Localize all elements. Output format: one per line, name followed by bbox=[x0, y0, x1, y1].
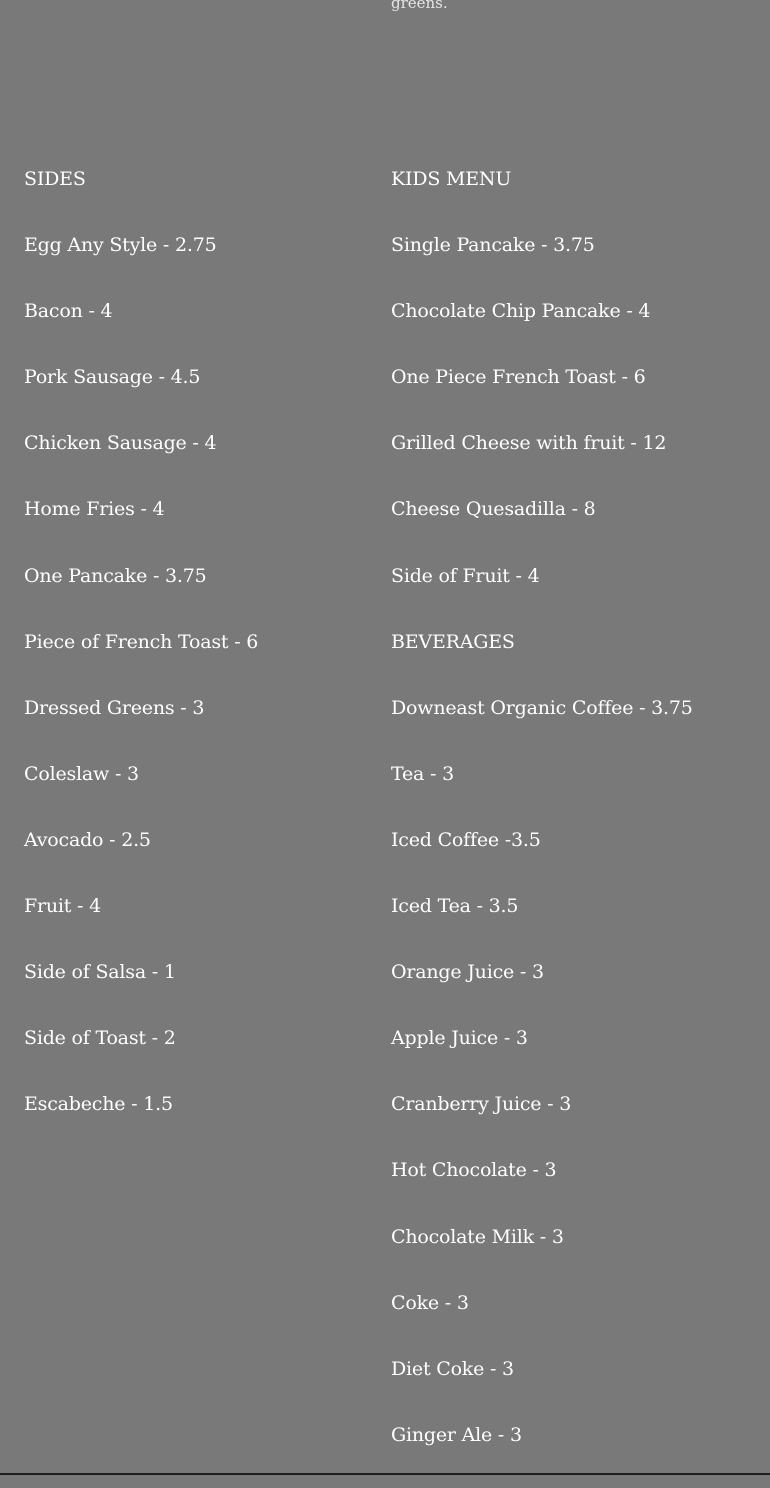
menu-item: Tea - 3 bbox=[391, 762, 454, 785]
menu-item: Escabeche - 1.5 bbox=[24, 1093, 173, 1116]
menu-item: One Piece French Toast - 6 bbox=[391, 366, 646, 389]
section-heading-sides: SIDES bbox=[24, 168, 86, 190]
menu-item: Hot Chocolate - 3 bbox=[391, 1159, 557, 1182]
menu-item: Chocolate Milk - 3 bbox=[391, 1225, 564, 1248]
menu-item: Cheese Quesadilla - 8 bbox=[391, 498, 596, 521]
section-heading-beverages: BEVERAGES bbox=[391, 630, 515, 653]
menu-item: Grilled Cheese with fruit - 12 bbox=[391, 432, 667, 455]
menu-item: Coke - 3 bbox=[391, 1291, 469, 1314]
menu-item: Apple Juice - 3 bbox=[391, 1027, 528, 1050]
menu-item: Fruit - 4 bbox=[24, 895, 102, 918]
menu-item: Bacon - 4 bbox=[24, 300, 113, 323]
menu-item: Side of Toast - 2 bbox=[24, 1027, 176, 1050]
menu-item: Piece of French Toast - 6 bbox=[24, 630, 259, 653]
menu-item: Dressed Greens - 3 bbox=[24, 696, 205, 719]
section-heading-kids-menu: KIDS MENU bbox=[391, 168, 512, 190]
left-menu-column bbox=[24, 166, 364, 1157]
menu-item: Coleslaw - 3 bbox=[24, 762, 139, 785]
menu-item: Iced Coffee -3.5 bbox=[391, 828, 541, 851]
menu-item: Avocado - 2.5 bbox=[24, 828, 151, 851]
menu-item: Chicken Sausage - 4 bbox=[24, 432, 217, 455]
right-menu-column bbox=[391, 166, 761, 1488]
menu-item: Egg Any Style - 2.75 bbox=[24, 234, 217, 257]
previous-item-description-fragment: greens. bbox=[391, 0, 448, 12]
menu-item: Diet Coke - 3 bbox=[391, 1357, 514, 1380]
menu-item: One Pancake - 3.75 bbox=[24, 564, 207, 587]
menu-item: Chocolate Chip Pancake - 4 bbox=[391, 300, 651, 323]
menu-item: Side of Salsa - 1 bbox=[24, 961, 176, 984]
menu-item: Side of Fruit - 4 bbox=[391, 564, 540, 587]
menu-item: Home Fries - 4 bbox=[24, 498, 165, 521]
menu-item: Downeast Organic Coffee - 3.75 bbox=[391, 696, 693, 719]
menu-item: Single Pancake - 3.75 bbox=[391, 234, 595, 257]
menu-item: Cranberry Juice - 3 bbox=[391, 1093, 572, 1116]
menu-item: Iced Tea - 3.5 bbox=[391, 895, 519, 918]
menu-item: Pork Sausage - 4.5 bbox=[24, 366, 201, 389]
menu-item: Orange Juice - 3 bbox=[391, 961, 544, 984]
menu-item: Ginger Ale - 3 bbox=[391, 1423, 522, 1446]
